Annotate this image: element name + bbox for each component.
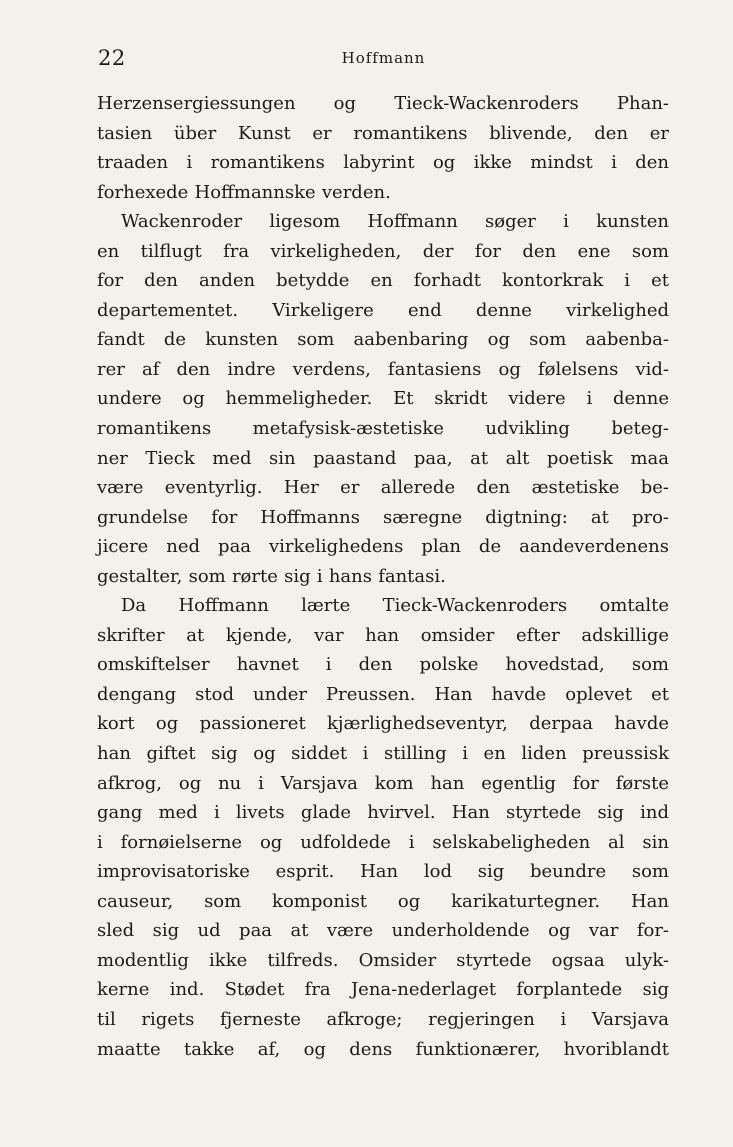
text-line: han giftet sig og siddet i stilling i en liden preussisk [97, 743, 669, 765]
text-line: kerne ind. Stødet fra Jena-nederlaget forplantede sig [97, 979, 669, 1001]
text-line: jicere ned paa virkelighedens plan de aandeverdenens [97, 536, 669, 558]
text-line: maatte takke af, og dens funktionærer, hvoriblandt [97, 1038, 669, 1060]
text-line: skrifter at kjende, var han omsider efter adskillige [97, 624, 669, 646]
text-line: modentlig ikke tilfreds. Omsider styrtede ogsaa ulyk- [97, 949, 669, 971]
text-line: være eventyrlig. Her er allerede den æstetiske be- [97, 477, 669, 499]
text-line: improvisatoriske esprit. Han lod sig beundre som [97, 861, 669, 883]
paragraph-start-line: Wackenroder ligesom Hoffmann søger i kunsten [121, 211, 669, 233]
text-line: afkrog, og nu i Varsjava kom han egentlig for første [97, 772, 669, 794]
text-line: til rigets fjerneste afkroge; regjeringen i Varsjava [97, 1008, 669, 1030]
running-title: Hoffmann [341, 49, 426, 67]
text-line: rer af den indre verdens, fantasiens og følelsens vid- [97, 358, 669, 380]
text-line: Herzensergiessungen og Tieck-Wackenroders Phan- [97, 93, 669, 114]
text-line: departementet. Virkeligere end denne virkelighed [97, 299, 669, 321]
text-line: sled sig ud paa at være underholdende og var for- [97, 920, 669, 942]
text-line: tasien über Kunst er romantikens blivende, den er [97, 122, 669, 144]
paragraph-start-line: Da Hoffmann lærte Tieck-Wackenroders omtalte [121, 595, 669, 617]
text-line: romantikens metafysisk-æstetiske udvikling beteg- [97, 418, 669, 440]
page-header [96, 44, 671, 76]
body-text [97, 89, 669, 1064]
text-line: undere og hemmeligheder. Et skridt videre i denne [97, 388, 669, 410]
text-line: fandt de kunsten som aabenbaring og som aabenba- [97, 329, 669, 351]
text-line: gang med i livets glade hvirvel. Han styrtede sig ind [97, 802, 669, 824]
text-line: ner Tieck med sin paastand paa, at alt poetisk maa [97, 447, 669, 469]
text-line: grundelse for Hoffmanns særegne digtning: at pro- [97, 506, 669, 528]
paragraph-end-line: forhexede Hoffmannske verden. [97, 181, 391, 203]
text-line: i fornøielserne og udfoldede i selskabeligheden al sin [97, 831, 669, 853]
text-line: omskiftelser havnet i den polske hovedstad, som [97, 654, 669, 676]
text-line: dengang stod under Preussen. Han havde oplevet et [97, 683, 669, 705]
text-line: kort og passioneret kjærlighedseventyr, derpaa havde [97, 713, 669, 735]
text-line: causeur, som komponist og karikaturtegner. Han [97, 890, 669, 912]
text-line: traaden i romantikens labyrint og ikke mindst i den [97, 152, 669, 174]
text-line: en tilflugt fra virkeligheden, der for den ene som [97, 240, 669, 262]
paragraph-end-line: gestalter, som rørte sig i hans fantasi. [97, 565, 446, 587]
text-line: for den anden betydde en forhadt kontorkrak i et [97, 270, 669, 292]
page-number: 22 [98, 46, 126, 70]
